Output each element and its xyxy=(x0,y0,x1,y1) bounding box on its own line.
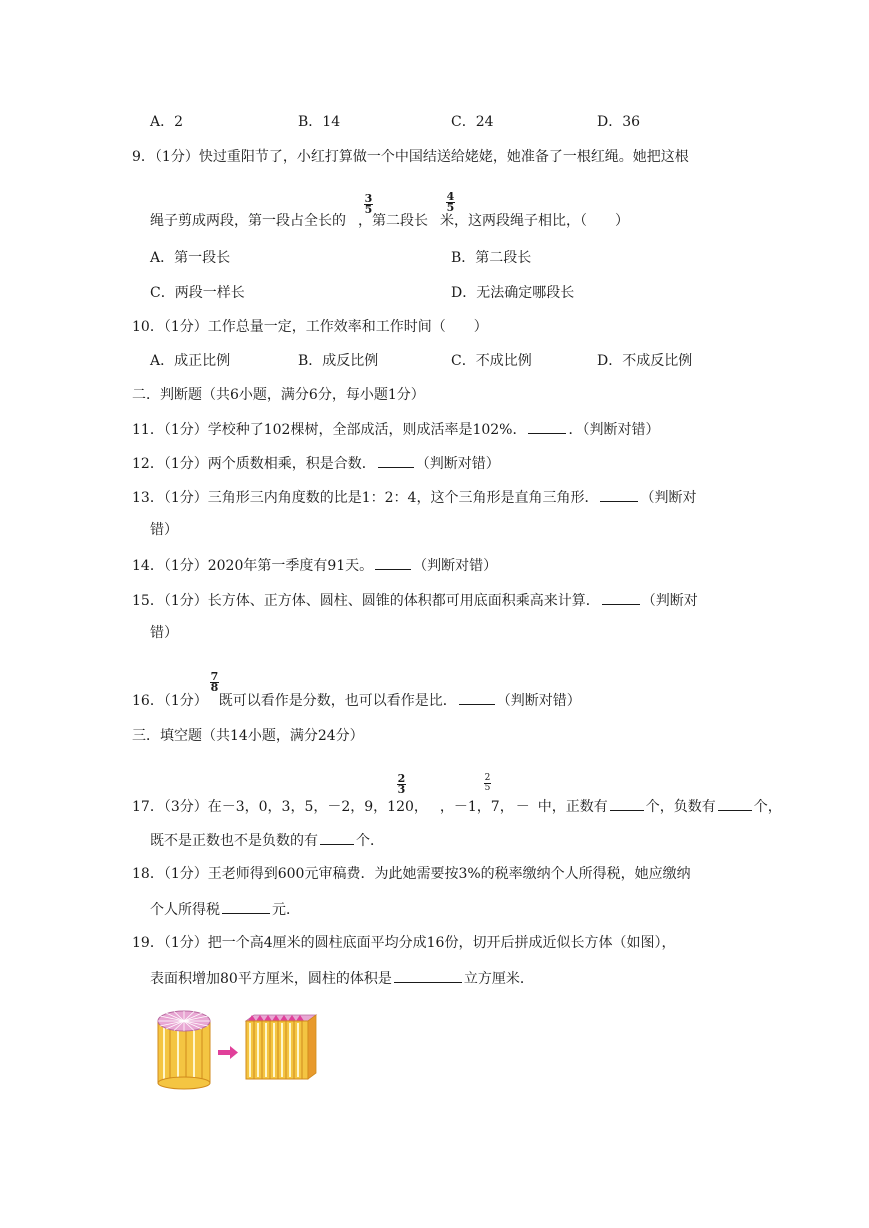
q19-answer-blank[interactable] xyxy=(394,968,462,983)
arrow-right-icon xyxy=(218,1046,238,1059)
q9-option-d: D．无法确定哪段长 xyxy=(451,285,575,301)
q12: 12．（1分）两个质数相乘，积是合数． （判断对错） xyxy=(132,453,500,474)
q10-option-c: C．不成比例 xyxy=(451,353,532,369)
q13-answer-blank[interactable] xyxy=(600,487,638,502)
q9-part3: 米，这两段绳子相比，（ ） xyxy=(440,213,629,229)
q15-line2: 错） xyxy=(150,625,178,641)
q16-fraction-7-8: 7 8 xyxy=(210,670,219,694)
cuboid-icon xyxy=(246,1015,316,1079)
q17-zero-count-blank[interactable] xyxy=(320,830,354,845)
q16-answer-blank[interactable] xyxy=(459,690,495,705)
q8-option-a: A．2 xyxy=(150,114,184,130)
q17-fraction-2-3: 2 3 xyxy=(397,772,406,796)
q15-answer-blank[interactable] xyxy=(602,590,640,605)
q17-fraction-2-5: 2 5 xyxy=(484,773,491,793)
q9-stem-line1: 9．（1分）快过重阳节了，小红打算做一个中国结送给姥姥，她准备了一根红绳。她把这根 xyxy=(132,149,689,165)
q19-cylinder-to-cuboid-figure xyxy=(152,1005,332,1090)
q16: 16．（1分） 既可以看作是分数，也可以看作是比． （判断对错） xyxy=(132,690,581,711)
q18-answer-blank[interactable] xyxy=(222,899,270,914)
cylinder-icon xyxy=(158,1011,210,1089)
q14: 14．（1分）2020年第一季度有91天。 （判断对错） xyxy=(132,555,497,576)
q8-option-d: D．36 xyxy=(597,114,641,130)
q15: 15．（1分）长方体、正方体、圆柱、圆锥的体积都可用底面积乘高来计算． （判断对 xyxy=(132,590,698,611)
q12-answer-blank[interactable] xyxy=(378,453,414,468)
q11-answer-blank[interactable] xyxy=(528,419,566,434)
q9-option-b: B．第二段长 xyxy=(451,250,532,266)
q9-part2: ，第二段长 xyxy=(358,213,428,229)
q18-line2: 个人所得税 元． xyxy=(150,899,300,920)
q9-fraction-4-5: 4 5 xyxy=(446,190,455,214)
q10-option-a: A．成正比例 xyxy=(150,353,231,369)
section-2-heading: 二．判断题（共6小题，满分6分，每小题1分） xyxy=(132,387,425,403)
q9-fraction-3-5: 3 5 xyxy=(364,192,373,216)
q10-option-d: D．不成反比例 xyxy=(597,353,693,369)
q19-line2: 表面积增加80平方厘米，圆柱的体积是 立方厘米． xyxy=(150,968,534,989)
q10-stem: 10．（1分）工作总量一定，工作效率和工作时间（ ） xyxy=(132,319,488,335)
q17-positive-count-blank[interactable] xyxy=(610,796,644,811)
q8-option-b: B．14 xyxy=(298,114,341,130)
section-3-heading: 三．填空题（共14小题，满分24分） xyxy=(132,728,364,744)
q19-line1: 19．（1分）把一个高4厘米的圆柱底面平均分成16份，切开后拼成近似长方体（如图）， xyxy=(132,935,676,951)
q17-negative-count-blank[interactable] xyxy=(718,796,752,811)
q18-line1: 18．（1分）王老师得到600元审稿费．为此她需要按3%的税率缴纳个人所得税，她应缴纳 xyxy=(132,866,691,882)
q9-option-c: C．两段一样长 xyxy=(150,285,245,301)
q9-option-a: A．第一段长 xyxy=(150,250,231,266)
q11: 11．（1分）学校种了102棵树，全部成活，则成活率是102%． ．（判断对错） xyxy=(132,419,659,440)
q8-option-c: C．24 xyxy=(451,114,494,130)
q17-line2: 既不是正数也不是负数的有 个． xyxy=(150,830,384,851)
q17-negative-sign: － xyxy=(515,799,530,815)
q13: 13．（1分）三角形三内角度数的比是1：2：4，这个三角形是直角三角形． （判断对 xyxy=(132,487,696,508)
q17-line1: 17．（3分）在－3，0，3，5，－2，9，120， ，－1，7， － 中，正数有 个，负数有 个， xyxy=(132,796,782,817)
q9-stem-line2 xyxy=(150,211,629,231)
q13-line2: 错） xyxy=(150,522,178,538)
q9-part1: 绳子剪成两段，第一段占全长的 xyxy=(150,213,346,229)
q14-answer-blank[interactable] xyxy=(375,555,411,570)
q10-option-b: B．成反比例 xyxy=(298,353,379,369)
